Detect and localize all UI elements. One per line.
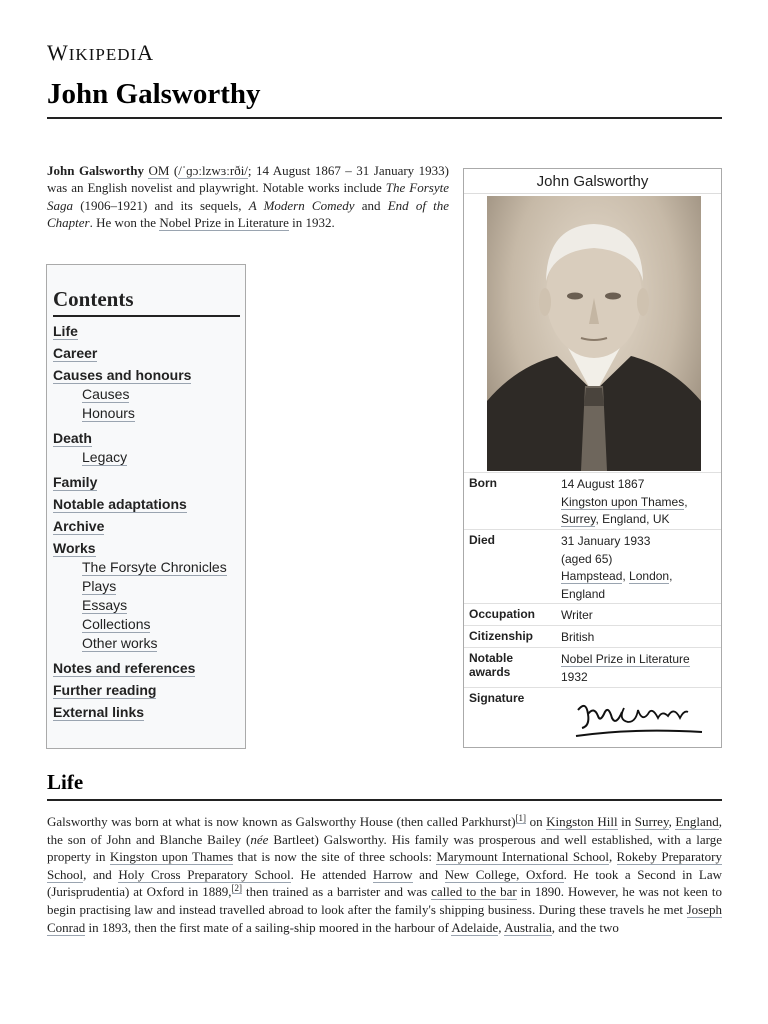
toc-label: Legacy bbox=[82, 449, 128, 465]
body-text: then trained as a barrister and was bbox=[242, 884, 432, 900]
ipa-link[interactable]: /ˈɡɔːlzwɜːrði/ bbox=[178, 163, 248, 178]
body-text: . He took a Second in Law (Jurisprudentia) at Oxford in 1889, bbox=[47, 866, 723, 900]
kingston-hill-link[interactable]: Kingston Hill bbox=[546, 814, 618, 829]
infobox-value: Writer bbox=[561, 608, 593, 622]
toc-label: Notable adaptations bbox=[53, 496, 187, 512]
toc-item-external-links[interactable] bbox=[53, 704, 240, 720]
new-college-link[interactable]: New College, Oxford bbox=[444, 866, 564, 882]
work-title: A Modern Comedy bbox=[248, 197, 355, 213]
body-text: , bbox=[498, 919, 505, 935]
lead-paragraph bbox=[47, 162, 449, 232]
holy-cross-link[interactable]: Holy Cross Preparatory School bbox=[118, 866, 291, 882]
toc-item-death[interactable] bbox=[53, 430, 240, 446]
infobox-label: Born bbox=[469, 476, 497, 490]
wikipedia-wordmark[interactable] bbox=[47, 40, 154, 66]
infobox-value: British bbox=[561, 630, 595, 644]
lead-text: ( bbox=[169, 163, 179, 178]
rokeby-link[interactable]: Rokeby Preparatory School bbox=[47, 849, 722, 882]
toc-item-causes-and-honours[interactable] bbox=[53, 367, 240, 383]
toc-item-essays[interactable] bbox=[82, 597, 240, 613]
toc-label: Archive bbox=[53, 518, 105, 534]
wordmark-initial: W bbox=[47, 40, 69, 65]
infobox-row-awards bbox=[464, 647, 721, 688]
australia-link[interactable]: Australia bbox=[504, 919, 552, 935]
body-text: that is now the site of three schools: bbox=[233, 849, 437, 865]
reference-1-link[interactable]: [1] bbox=[515, 812, 527, 823]
toc-label: Plays bbox=[82, 578, 117, 594]
toc-item-further-reading[interactable] bbox=[53, 682, 240, 698]
toc-label: Essays bbox=[82, 597, 128, 613]
body-text: . He attended bbox=[290, 866, 373, 882]
body-text: , and bbox=[83, 866, 119, 882]
signature-illustration bbox=[572, 692, 708, 742]
body-text: and bbox=[412, 866, 445, 882]
called-to-the-bar-link[interactable]: called to the bar bbox=[431, 884, 517, 900]
infobox bbox=[463, 168, 722, 748]
toc-label: Honours bbox=[82, 405, 135, 421]
infobox-value: 31 January 1933 (aged 65) Hampstead, London, England bbox=[561, 533, 719, 603]
body-text: Galsworthy was born at what is now known as Galsworthy House (then called Parkhurst) bbox=[47, 814, 516, 829]
toc-label: Other works bbox=[82, 635, 158, 651]
infobox-label: Citizenship bbox=[469, 629, 534, 643]
toc-label: The Forsyte Chronicles bbox=[82, 559, 227, 575]
infobox-value bbox=[561, 651, 719, 686]
section-divider bbox=[47, 799, 722, 801]
work-title: End of the Chapter bbox=[47, 197, 449, 231]
toc-item-collections[interactable] bbox=[82, 616, 240, 632]
body-text: in 1893, then the first mate of a sailing-ship moored in the harbour of bbox=[85, 919, 452, 935]
toc-label: Death bbox=[53, 430, 92, 446]
award-year: 1932 bbox=[561, 669, 588, 684]
lead-text: ; 14 August 1867 – 31 January 1933) was an English novelist and playwright. Notable works include bbox=[47, 163, 449, 196]
toc-item-works[interactable] bbox=[53, 540, 240, 556]
body-text: on bbox=[526, 814, 547, 829]
born-separator: , bbox=[684, 494, 688, 509]
life-paragraph bbox=[47, 813, 722, 936]
nobel-prize-link[interactable]: Nobel Prize in Literature bbox=[159, 215, 289, 231]
title-divider bbox=[47, 117, 722, 119]
toc-item-notable-adaptations[interactable] bbox=[53, 496, 240, 512]
body-text: in bbox=[617, 814, 635, 829]
page-title: John Galsworthy bbox=[47, 78, 261, 110]
toc-item-life[interactable] bbox=[53, 323, 240, 339]
kingston-upon-thames-link[interactable]: Kingston upon Thames bbox=[109, 849, 234, 865]
wordmark-middle: IKIPEDI bbox=[68, 45, 138, 64]
infobox-label: Occupation bbox=[469, 607, 536, 621]
death-date: 31 January 1933 bbox=[561, 534, 651, 548]
infobox-row-signature bbox=[464, 687, 721, 748]
toc-heading: Contents bbox=[53, 287, 240, 317]
toc-label: Career bbox=[53, 345, 98, 361]
toc-item-legacy[interactable] bbox=[82, 449, 240, 465]
portrait-photo[interactable] bbox=[487, 196, 701, 471]
toc-item-career[interactable] bbox=[53, 345, 240, 361]
toc-item-causes[interactable] bbox=[82, 386, 240, 402]
toc-item-family[interactable] bbox=[53, 474, 240, 490]
wordmark-final: A bbox=[137, 40, 155, 65]
infobox-row-occupation bbox=[464, 603, 721, 626]
lead-text: and bbox=[354, 197, 388, 213]
infobox-label: Died bbox=[469, 533, 496, 547]
death-age: (aged 65) bbox=[561, 551, 613, 566]
toc-label: Collections bbox=[82, 616, 151, 632]
toc-label: Works bbox=[53, 540, 96, 556]
toc-item-plays[interactable] bbox=[82, 578, 240, 594]
nee-text: née bbox=[250, 831, 269, 847]
toc-item-archive[interactable] bbox=[53, 518, 240, 534]
hampstead-link[interactable]: Hampstead bbox=[561, 569, 623, 583]
infobox-row-born bbox=[464, 472, 721, 529]
infobox-label: Signature bbox=[469, 691, 525, 705]
body-text: , the son of John and Blanche Bailey ( bbox=[47, 814, 722, 847]
om-link[interactable]: OM bbox=[148, 163, 170, 178]
toc-label: Notes and references bbox=[53, 660, 196, 676]
death-country: England bbox=[561, 586, 606, 601]
toc-label: Causes and honours bbox=[53, 367, 192, 383]
joseph-conrad-link[interactable]: Joseph Conrad bbox=[47, 901, 722, 935]
toc-item-forsyte-chronicles[interactable] bbox=[82, 559, 240, 575]
body-text: , and the two bbox=[551, 919, 619, 935]
toc-label: Family bbox=[53, 474, 98, 490]
body-text: , bbox=[608, 849, 617, 865]
toc-label: External links bbox=[53, 704, 145, 720]
signature-alt-text bbox=[708, 692, 709, 693]
infobox-row-died bbox=[464, 529, 721, 603]
infobox-title: John Galsworthy bbox=[464, 169, 721, 194]
england-link[interactable]: England bbox=[675, 814, 719, 829]
toc-label: Causes bbox=[82, 386, 130, 402]
lead-text: . He won the bbox=[89, 215, 160, 231]
toc-label: Further reading bbox=[53, 682, 157, 698]
adelaide-link[interactable]: Adelaide bbox=[451, 919, 499, 935]
lead-text: in 1932. bbox=[288, 215, 335, 231]
london-link[interactable]: London bbox=[629, 569, 670, 583]
section-heading-life: Life bbox=[47, 770, 84, 794]
infobox-label: Notable awards bbox=[469, 651, 514, 679]
toc-item-other-works[interactable] bbox=[82, 635, 240, 651]
birthplace-link[interactable]: Kingston upon Thames bbox=[561, 494, 685, 509]
toc-list bbox=[53, 323, 240, 720]
award-link[interactable]: Nobel Prize in Literature bbox=[561, 652, 690, 666]
portrait-illustration bbox=[487, 196, 701, 471]
reference-2-link[interactable]: [2] bbox=[231, 883, 242, 894]
table-of-contents bbox=[46, 264, 246, 749]
infobox-value bbox=[561, 476, 719, 529]
harrow-link[interactable]: Harrow bbox=[372, 866, 413, 882]
surrey-link[interactable]: Surrey bbox=[561, 512, 596, 526]
body-text: Bartleet) Galsworthy. His family was prosperous and well established, with a large property in bbox=[47, 831, 722, 865]
signature-image[interactable] bbox=[572, 692, 708, 742]
toc-label: Life bbox=[53, 323, 78, 339]
born-country: , England, UK bbox=[595, 512, 670, 526]
infobox-row-citizenship bbox=[464, 625, 721, 648]
marymount-link[interactable]: Marymount International School bbox=[436, 849, 609, 865]
toc-item-honours[interactable] bbox=[82, 405, 240, 421]
lead-subject-name: John Galsworthy bbox=[47, 163, 144, 178]
surrey-link[interactable]: Surrey bbox=[634, 814, 669, 829]
body-text: , bbox=[668, 814, 676, 829]
lead-text: (1906–1921) and its sequels, bbox=[73, 197, 249, 213]
body-text: in 1890. However, he was not keen to begin practising law and instead travelled abroad to look after the family's shipping business. During these travels he met bbox=[47, 884, 722, 917]
toc-item-notes-and-references[interactable] bbox=[53, 660, 240, 676]
work-title: The Forsyte Saga bbox=[47, 180, 449, 213]
born-date: 14 August 1867 bbox=[561, 477, 645, 491]
